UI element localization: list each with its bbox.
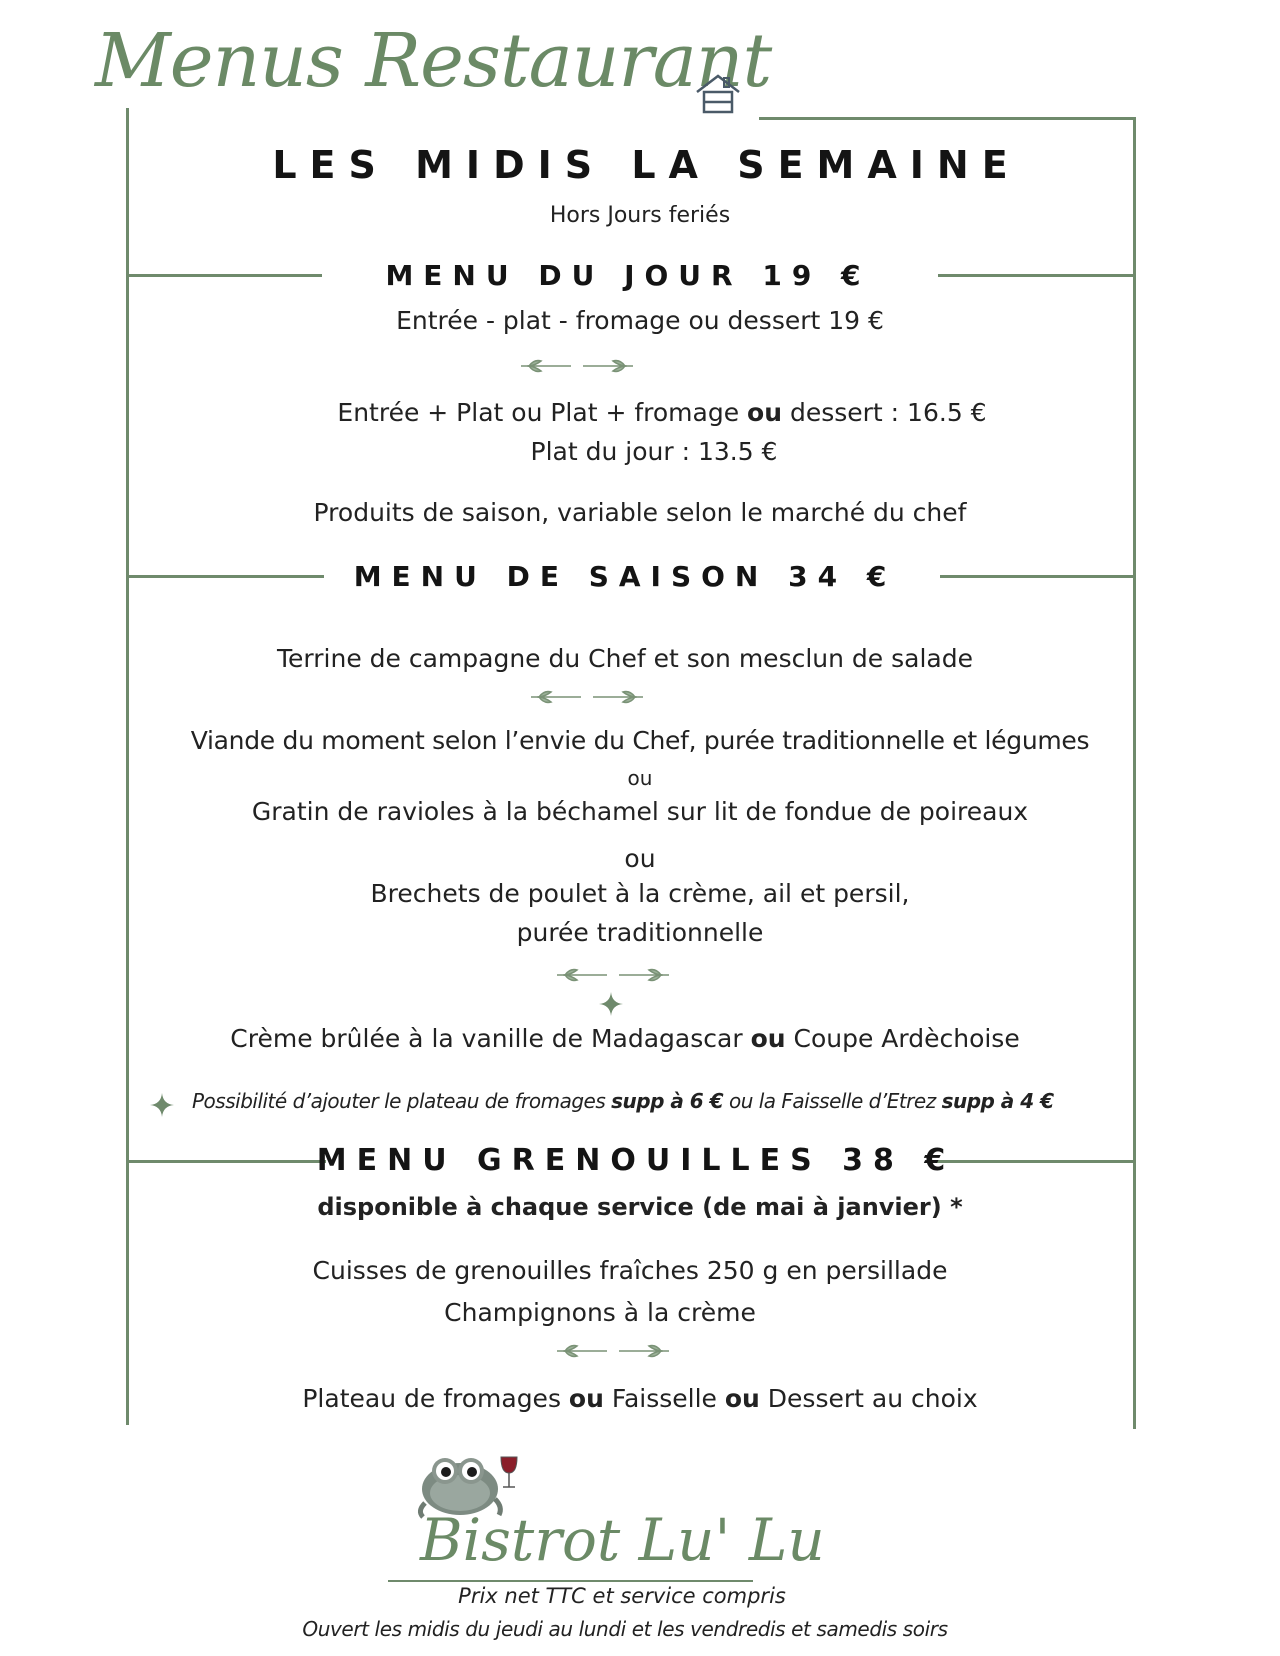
dessert-alt: Coupe Ardèchoise — [785, 1024, 1020, 1053]
menu-jour-option — [22, 398, 1280, 427]
saison-main-2: Gratin de ravioles à la béchamel sur lit de fondue de poireaux — [251, 797, 1029, 826]
option-price: dessert : 16.5 € — [782, 398, 987, 427]
house-icon — [693, 72, 743, 116]
dessert-choice-text: Dessert au choix — [759, 1384, 978, 1413]
frame-top-right — [759, 117, 1136, 120]
saison-main-1: Viande du moment selon l’envie du Chef, purée traditionnelle et légumes — [190, 726, 1090, 755]
note-price-1: supp à 6 € — [611, 1089, 724, 1113]
saison-main-3a: Brechets de poulet à la crème, ail et persil, — [370, 879, 910, 908]
grenouilles-line-2: Champignons à la crème — [444, 1298, 756, 1327]
dessert-text: Crème brûlée à la vanille de Madagascar — [230, 1024, 751, 1053]
page-title: LES MIDIS LA SEMAINE — [272, 143, 1021, 187]
saison-starter: Terrine de campagne du Chef et son mesclun de salade — [277, 644, 973, 673]
leaf-divider-icon — [555, 964, 673, 986]
note-text-2: ou la Faisselle d’Etrez — [723, 1089, 942, 1113]
footer-logo-underline — [388, 1580, 753, 1582]
sparkle-icon — [598, 991, 624, 1017]
option-text: Entrée + Plat ou Plat + fromage — [337, 398, 748, 427]
page-subtitle: Hors Jours feriés — [549, 203, 731, 228]
dessert-or: ou — [750, 1024, 786, 1053]
menu-jour-formula: Entrée - plat - fromage ou dessert 19 € — [396, 306, 884, 335]
note-text: Possibilité d’ajouter le plateau de fromages — [192, 1089, 612, 1113]
leaf-divider-icon — [519, 355, 637, 377]
grenouilles-line-1: Cuisses de grenouilles fraîches 250 g en persillade — [312, 1256, 948, 1285]
footer-logo-text: Bistrot Lu' Lu — [420, 1506, 825, 1574]
saison-dessert — [0, 1024, 1265, 1053]
saison-supplement-note — [192, 1089, 1054, 1113]
sparkle-icon — [149, 1092, 175, 1118]
cheese-text: Plateau de fromages — [302, 1384, 569, 1413]
footer-prices: Prix net TTC et service compris — [458, 1584, 786, 1608]
script-title: Menus Restaurant — [95, 18, 772, 104]
saison-main-3b: purée traditionnelle — [516, 918, 764, 947]
menu-grenouilles-heading: MENU GRENOUILLES 38 € — [316, 1143, 956, 1178]
option-or: ou — [747, 398, 783, 427]
footer-hours: Ouvert les midis du jeudi au lundi et les vendredis et samedis soirs — [302, 1617, 948, 1641]
grenouilles-cheese-options — [0, 1384, 1280, 1413]
grenouilles-availability: disponible à chaque service (de mai à janvier) * — [317, 1193, 963, 1221]
saison-or: ou — [627, 766, 653, 790]
menu-jour-heading: MENU DU JOUR 19 € — [385, 259, 871, 292]
leaf-divider-icon — [529, 686, 647, 708]
menu-saison-heading: MENU DE SAISON 34 € — [353, 560, 897, 593]
saison-or: ou — [624, 844, 656, 873]
menu-jour-note: Produits de saison, variable selon le marché du chef — [313, 498, 967, 527]
menu-jour-plat: Plat du jour : 13.5 € — [530, 437, 778, 466]
note-price-2: supp à 4 € — [941, 1089, 1054, 1113]
cheese-or-1: ou — [568, 1384, 604, 1413]
cheese-or-2: ou — [724, 1384, 760, 1413]
leaf-divider-icon — [555, 1340, 673, 1362]
faisselle-text: Faisselle — [603, 1384, 725, 1413]
